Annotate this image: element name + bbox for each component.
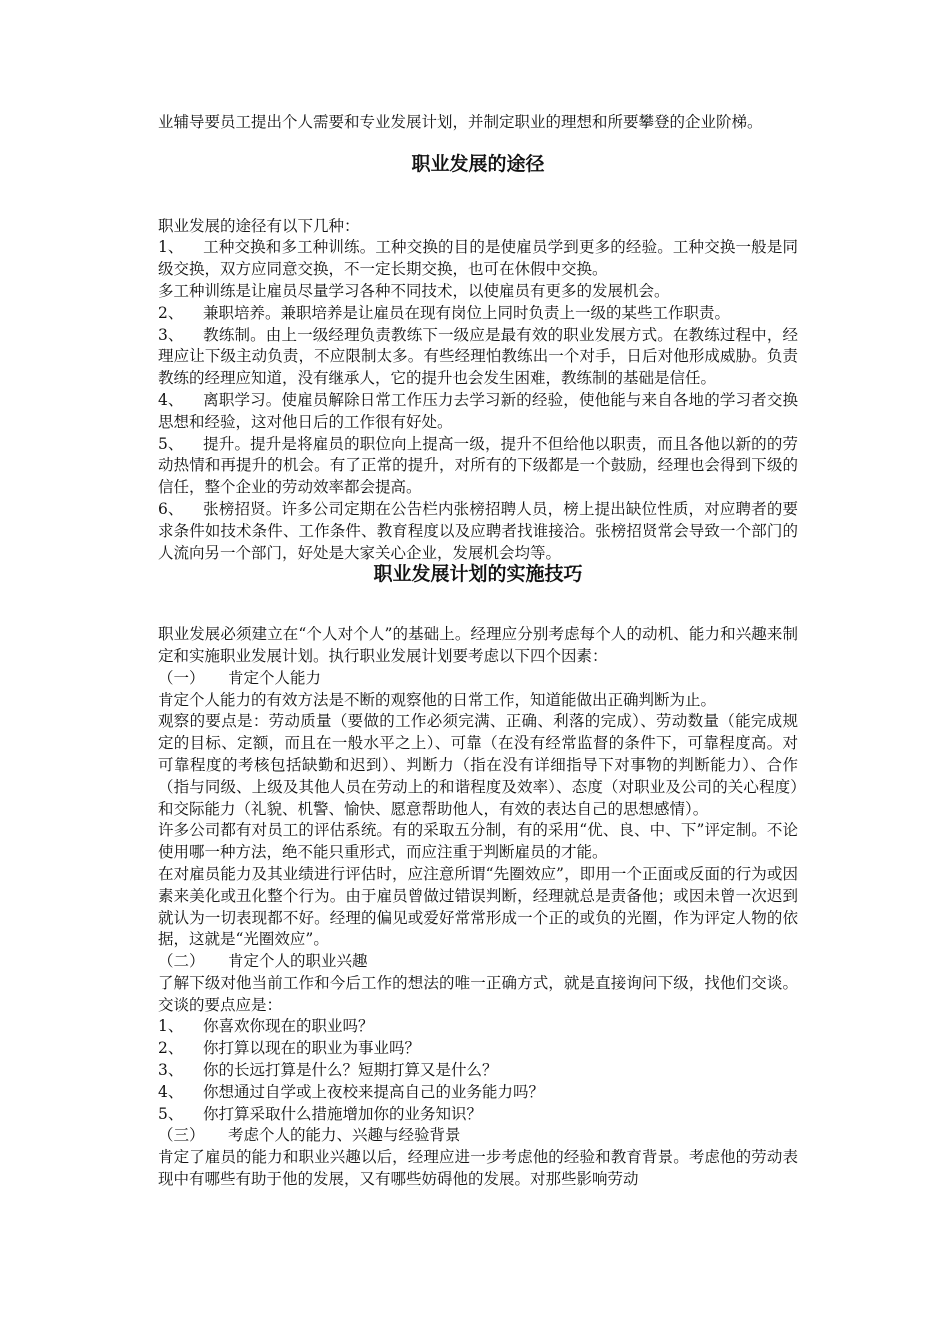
multi-skill-note: 多工种训练是让雇员尽量学习各种不同技术，以使雇员有更多的发展机会。 — [158, 281, 670, 300]
item-number: 2、 — [158, 303, 184, 322]
paragraph: 了解下级对他当前工作和今后工作的想法的唯一正确方式，就是直接询问下级，找他们交谈。交谈的要点应是： — [158, 973, 798, 1014]
subheading-label: 考虑个人的能力、兴趣与经验背景 — [228, 1126, 461, 1145]
paragraph: 许多公司都有对员工的评估系统。有的采取五分制，有的采用“优、良、中、下”评定制。不论使用哪一种方法，绝不能只重形式，而应注重于判断雇员的才能。 — [158, 821, 798, 862]
section-title-implementation: 职业发展计划的实施技巧 — [373, 563, 583, 586]
item-text: 提升。提升是将雇员的职位向上提高一级，提升不但给他以职责，而且各他以新的的劳动热情和再提升的机会。有了正常的提升，对所有的下级都是一个鼓励，经理也会得到下级的信任，整个企业的劳动效率都会提高。 — [158, 434, 798, 497]
item-number: 4、 — [158, 1082, 184, 1101]
question-item — [158, 1104, 798, 1126]
item-text: 你想通过自学或上夜校来提高自己的业务能力吗？ — [203, 1082, 545, 1101]
item-number: 6、 — [158, 499, 184, 518]
item-text: 你的长远打算是什么？短期打算又是什么？ — [203, 1061, 498, 1080]
question-item — [158, 1082, 798, 1104]
item-number: 1、 — [158, 1017, 184, 1036]
question-item — [158, 1016, 798, 1038]
list-item — [158, 434, 798, 499]
subheading-number: （二） — [158, 952, 205, 971]
paragraph: 观察的要点是：劳动质量（要做的工作必须完满、正确、利落的完成）、劳动数量（能完成规定的目标、定额，而且在一般水平之上）、可靠（在没有经常监督的条件下，可靠程度高。对可靠程度的考核包括缺勤和迟到）、判断力（指在没有详细指导下对事物的判断能力）、合作（指与同级、上级及其他人员在劳动上的和谐程度及效率）、态度（对职业及公司的关心程度）和交际能力（礼貌、机警、愉快、愿意帮助他人，有效的表达自己的思想感情）。 — [158, 712, 798, 818]
list-item — [158, 390, 798, 434]
list-item — [158, 237, 798, 281]
subheading-background — [158, 1125, 798, 1147]
item-text: 你喜欢你现在的职业吗？ — [203, 1017, 374, 1036]
item-number: 4、 — [158, 390, 184, 409]
item-text: 你打算以现在的职业为事业吗？ — [203, 1039, 421, 1058]
paths-lead: 职业发展的途径有以下几种： — [158, 216, 360, 235]
question-item — [158, 1060, 798, 1082]
item-text: 离职学习。使雇员解除日常工作压力去学习新的经验，使他能与来自各地的学习者交换思想和经验，这对他日后的工作很有好处。 — [158, 390, 798, 431]
question-item — [158, 1038, 798, 1060]
paragraph: 在对雇员能力及其业绩进行评估时，应注意所谓“先圈效应”，即用一个正面或反面的行为或因素来美化或丑化整个行为。由于雇员曾做过错误判断，经理就总是责备他；或因未曾一次迟到就认为一切表现都不好。经理的偏见或爱好常常形成一个正的或负的光圈，作为评定人物的依据，这就是“光圈效应”。 — [158, 864, 798, 949]
item-number: 5、 — [158, 1104, 184, 1123]
implementation-lead: 职业发展必须建立在“个人对个人”的基础上。经理应分别考虑每个人的动机、能力和兴趣来制定和实施职业发展计划。执行职业发展计划要考虑以下四个因素： — [158, 625, 798, 665]
item-number: 3、 — [158, 325, 184, 344]
item-number: 2、 — [158, 1039, 184, 1058]
subheading-label: 肯定个人的职业兴趣 — [228, 952, 368, 971]
subheading-label: 肯定个人能力 — [228, 668, 322, 687]
list-item — [158, 325, 798, 390]
document-page — [158, 112, 798, 1191]
item-number: 3、 — [158, 1061, 184, 1080]
paragraph: 肯定了雇员的能力和职业兴趣以后，经理应进一步考虑他的经验和教育背景。考虑他的劳动表现中有哪些有助于他的发展，又有哪些妨碍他的发展。对那些影响劳动 — [158, 1148, 798, 1189]
list-item — [158, 303, 798, 325]
subheading-number: （三） — [158, 1126, 205, 1145]
section-title-career-paths: 职业发展的途径 — [411, 152, 545, 175]
item-text: 兼职培养。兼职培养是让雇员在现有岗位上同时负责上一级的某些工作职责。 — [203, 303, 731, 322]
item-text: 教练制。由上一级经理负责教练下一级应是最有效的职业发展方式。在教练过程中，经理应让下级主动负责，不应限制太多。有些经理怕教练出一个对手，日后对他形成威胁。负责教练的经理应知道，没有继承人，它的提升也会发生困难，教练制的基础是信任。 — [158, 325, 798, 388]
paragraph: 肯定个人能力的有效方法是不断的观察他的日常工作，知道能做出正确判断为止。 — [158, 690, 717, 709]
item-text: 工种交换和多工种训练。工种交换的目的是使雇员学到更多的经验。工种交换一般是同级交换，双方应同意交换，不一定长期交换，也可在休假中交换。 — [158, 238, 798, 279]
item-text: 张榜招贤。许多公司定期在公告栏内张榜招聘人员，榜上提出缺位性质，对应聘者的要求条件如技术条件、工作条件、教育程度以及应聘者找谁接洽。张榜招贤常会导致一个部门的人流向另一个部门，好处是大家关心企业，发展机会均等。 — [158, 499, 798, 562]
intro-paragraph: 业辅导要员工提出个人需要和专业发展计划，并制定职业的理想和所要攀登的企业阶梯。 — [158, 113, 763, 131]
subheading-interest — [158, 951, 798, 973]
subheading-ability — [158, 668, 798, 690]
item-text: 你打算采取什么措施增加你的业务知识？ — [203, 1104, 483, 1123]
item-number: 1、 — [158, 238, 184, 257]
list-item — [158, 499, 798, 564]
item-number: 5、 — [158, 434, 184, 453]
subheading-number: （一） — [158, 668, 205, 687]
